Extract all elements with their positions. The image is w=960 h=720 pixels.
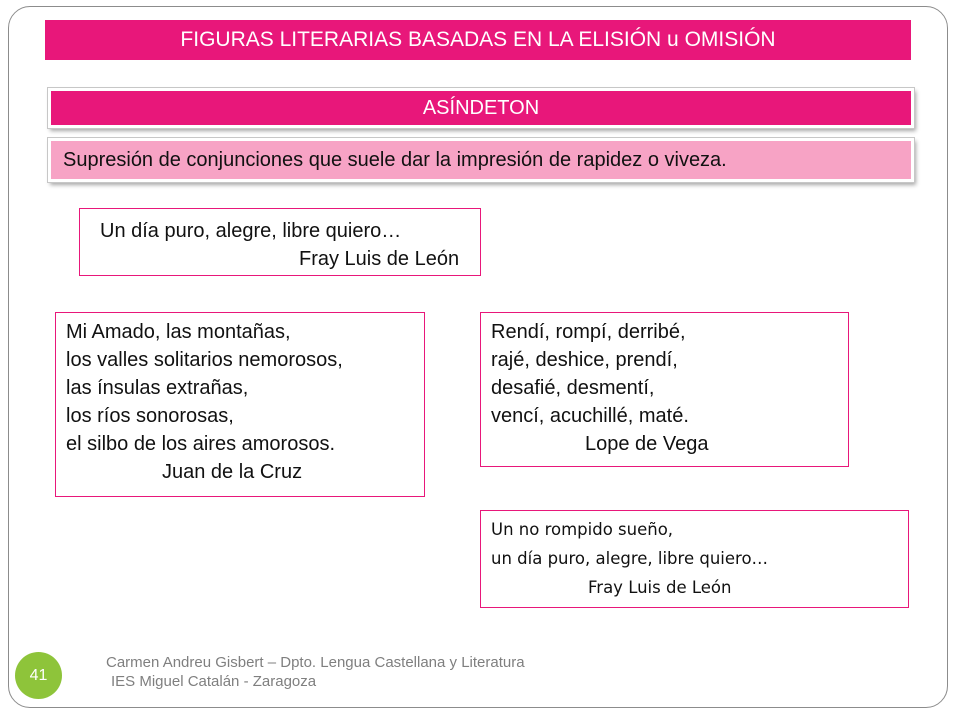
quote-line: Un día puro, alegre, libre quiero…: [100, 220, 402, 242]
footer-credits: [106, 653, 525, 691]
quote-line: rajé, deshice, prendí,: [491, 349, 678, 371]
quote-author: Lope de Vega: [585, 433, 709, 455]
quote-line: un día puro, alegre, libre quiero…: [491, 549, 769, 568]
quote-line: Rendí, rompí, derribé,: [491, 321, 686, 343]
page-number-badge: 41: [15, 652, 62, 699]
quote-author: Fray Luis de León: [299, 248, 460, 270]
section-heading: ASÍNDETON: [48, 88, 914, 128]
quote-line: Mi Amado, las montañas,: [66, 321, 291, 343]
quote-line: vencí, acuchillé, maté.: [491, 405, 689, 427]
footer-school-line: IES Miguel Catalán - Zaragoza: [111, 673, 317, 690]
quote-box-luis-de-leon-1: [79, 208, 481, 276]
quote-box-lope-de-vega: [480, 312, 849, 467]
footer-author-line: Carmen Andreu Gisbert – Dpto. Lengua Castellana y Literatura: [106, 654, 525, 671]
quote-line: desafié, desmentí,: [491, 377, 655, 399]
definition-text: Supresión de conjunciones que suele dar la impresión de rapidez o viveza.: [48, 138, 914, 182]
quote-line: los valles solitarios nemorosos,: [66, 349, 343, 371]
quote-author: Fray Luis de León: [588, 578, 732, 597]
quote-line: los ríos sonorosas,: [66, 405, 234, 427]
quote-line: las ínsulas extrañas,: [66, 377, 249, 399]
quote-author: Juan de la Cruz: [162, 461, 303, 483]
quote-line: Un no rompido sueño,: [491, 520, 674, 539]
quote-box-juan-de-la-cruz: [55, 312, 425, 497]
quote-line: el silbo de los aires amorosos.: [66, 433, 336, 455]
slide-title: FIGURAS LITERARIAS BASADAS EN LA ELISIÓN u OMISIÓN: [45, 20, 911, 60]
quote-box-luis-de-leon-2: [480, 510, 909, 608]
